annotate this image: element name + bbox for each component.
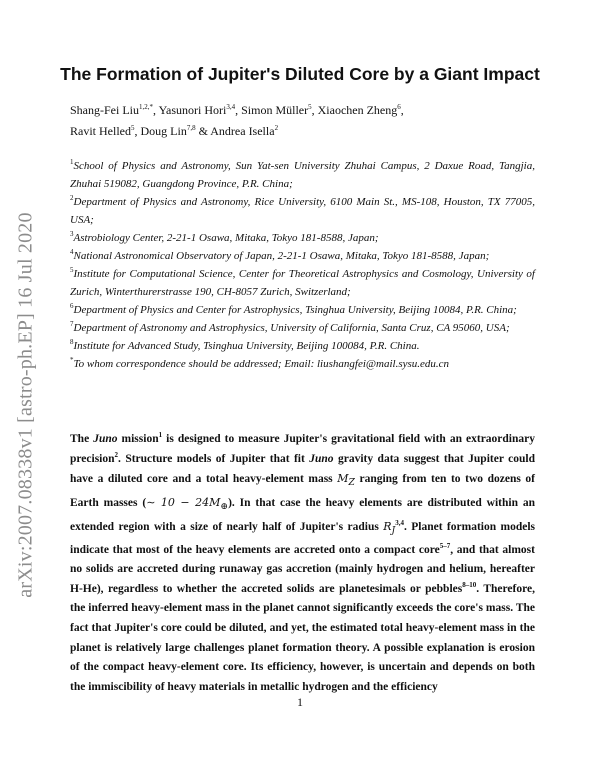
- affiliation-mark: 6: [70, 302, 74, 310]
- author-name: Shang-Fei Liu: [70, 103, 139, 117]
- affiliation-mark: 2: [70, 194, 74, 202]
- affiliation-item: [70, 355, 535, 373]
- author-affil-mark: 5: [130, 124, 135, 132]
- citation-mark: 5–7: [439, 541, 451, 550]
- math-expression: ∼ 10 − 24: [146, 495, 210, 509]
- author-affil-mark: 6: [397, 103, 401, 111]
- math-subscript: Z: [348, 477, 355, 489]
- citation-mark: 1: [158, 431, 163, 439]
- abstract-text: , and that almost no solids are accreted during runaway gas accretion (mainly hydrogen and helium, hereafter H-He), regardless to whether the accreted solids are planetesimals or pebbles: [70, 543, 535, 595]
- abstract-text: ranging from ten to two dozens of Earth masses (: [70, 473, 535, 509]
- math-subscript: J: [391, 524, 396, 536]
- affiliation-item: [70, 247, 535, 265]
- affiliation-item: [70, 337, 535, 355]
- math-jupiter-radius: [383, 519, 396, 536]
- abstract-text: . Therefore, the inferred heavy-element mass in the planet cannot significantly exceeds the core's mass. The fact that Jupiter's core could be diluted, and yet, the estimated total heavy-element mass in the planet is relatively large challenges planet formation theory. A possible explanation is erosion of the compact heavy-element core. Its efficiency, however, is uncertain and depends on both the immiscibility of heavy materials in metallic hydrogen and the efficiency: [70, 582, 535, 693]
- author-affil-mark: 5: [308, 103, 312, 111]
- abstract-paragraph: [70, 430, 535, 697]
- citation-mark: 8–10: [462, 580, 477, 589]
- affiliation-mark: 1: [70, 158, 74, 166]
- math-symbol: R: [383, 519, 392, 533]
- author-affil-mark: 2: [274, 124, 279, 132]
- abstract-text: The: [70, 433, 94, 445]
- author-affil-mark: 1,2,*: [139, 103, 153, 111]
- abstract-text: . Structure models of Jupiter that fit: [118, 452, 310, 465]
- affiliation-item: [70, 319, 535, 337]
- affiliation-text: Astrobiology Center, 2-21-1 Osawa, Mitaka, Tokyo 181-8588, Japan;: [73, 232, 379, 244]
- citation-mark: 2: [114, 450, 119, 459]
- paper-title: The Formation of Jupiter's Diluted Core by a Giant Impact: [60, 64, 540, 84]
- abstract-text: is designed to measure Jupiter's gravitational field with an extraordinary precision: [70, 433, 535, 465]
- affiliation-item: [70, 265, 535, 301]
- arxiv-sidebar-stamp: [8, 200, 44, 610]
- affiliation-text: Department of Physics and Center for Astrophysics, Tsinghua University, Beijing 10084, P.R. China;: [73, 304, 517, 316]
- page-number: 1: [297, 695, 303, 709]
- affiliation-text: To whom correspondence should be addressed; Email: liushangfei@mail.sysu.edu.cn: [73, 358, 450, 370]
- author-affil-mark: 3,4: [226, 103, 236, 111]
- affiliation-text: Institute for Computational Science, Center for Theoretical Astrophysics and Cosmology, University of Zurich, Winterthurerstrasse 190, CH-8057 Zurich, Switzerland;: [70, 268, 535, 298]
- affiliation-mark: 8: [70, 338, 74, 346]
- affiliation-text: Department of Physics and Astronomy, Rice University, 6100 Main St., MS-108, Houston, TX 77005, USA;: [70, 196, 535, 226]
- math-symbol: M: [337, 472, 349, 486]
- author-name: Doug Lin: [140, 124, 187, 138]
- author-affil-mark: 7,8: [186, 124, 196, 132]
- affiliation-text: Institute for Advanced Study, Tsinghua University, Beijing 100084, P.R. China.: [73, 340, 420, 352]
- affiliation-mark: 7: [70, 320, 74, 328]
- affiliation-mark: *: [70, 356, 74, 364]
- affiliation-mark: 3: [70, 230, 74, 238]
- math-symbol: M: [209, 495, 221, 509]
- mission-name: Juno: [93, 433, 118, 445]
- abstract-text: gravity data suggest that Jupiter could have a diluted core and a total heavy-element mass: [70, 452, 535, 486]
- affiliation-list: [70, 157, 535, 373]
- abstract-text: ). In that case the heavy elements are distributed within an extended region with a size of nearly half of Jupiter's radius: [70, 496, 535, 533]
- affiliation-item: [70, 157, 535, 193]
- author-name: Yasunori Hori: [158, 103, 227, 117]
- author-name: Simon Müller: [241, 103, 309, 117]
- affiliation-mark: 4: [70, 248, 74, 256]
- author-name: Ravit Helled: [70, 124, 131, 138]
- affiliation-mark: 5: [70, 266, 74, 274]
- citation-mark: 3,4: [395, 518, 404, 527]
- mission-name: Juno: [309, 452, 334, 465]
- abstract-text: mission: [117, 433, 159, 445]
- author-name: Xiaochen Zheng: [317, 103, 398, 117]
- affiliation-text: Department of Astronomy and Astrophysics, University of California, Santa Cruz, CA 95060, USA;: [73, 322, 510, 334]
- arxiv-identifier: arXiv:2007.08338v1 [astro-ph.EP] 16 Jul 2020: [14, 212, 37, 598]
- affiliation-item: [70, 301, 535, 319]
- math-heavy-element-mass: [337, 472, 355, 489]
- affiliation-text: School of Physics and Astronomy, Sun Yat-sen University Zhuhai Campus, 2 Daxue Road, Tangjia, Zhuhai 519082, Guangdong Province, P.R. China;: [70, 160, 535, 190]
- abstract-text: . Planet formation models indicate that most of the heavy elements are accreted onto a compact core: [70, 520, 536, 556]
- affiliation-item: [70, 193, 535, 229]
- author-list: Shang-Fei Liu$^{1,2,*}$, Yasunori Hori$^{3,4}$, Simon Müller$^5$, Xiaochen Zheng$^6$, Ravit Helled$^5$, Doug Lin$^{7,8}$ & Andrea Isella$^2$: [70, 103, 404, 138]
- math-subscript: ⊕: [220, 501, 229, 513]
- affiliation-text: National Astronomical Observatory of Japan, 2-21-1 Osawa, Mitaka, Tokyo 181-8588, Japan;: [73, 250, 490, 262]
- math-mass-range: [146, 495, 229, 513]
- affiliation-item: [70, 229, 535, 247]
- author-name: Andrea Isella: [210, 124, 275, 138]
